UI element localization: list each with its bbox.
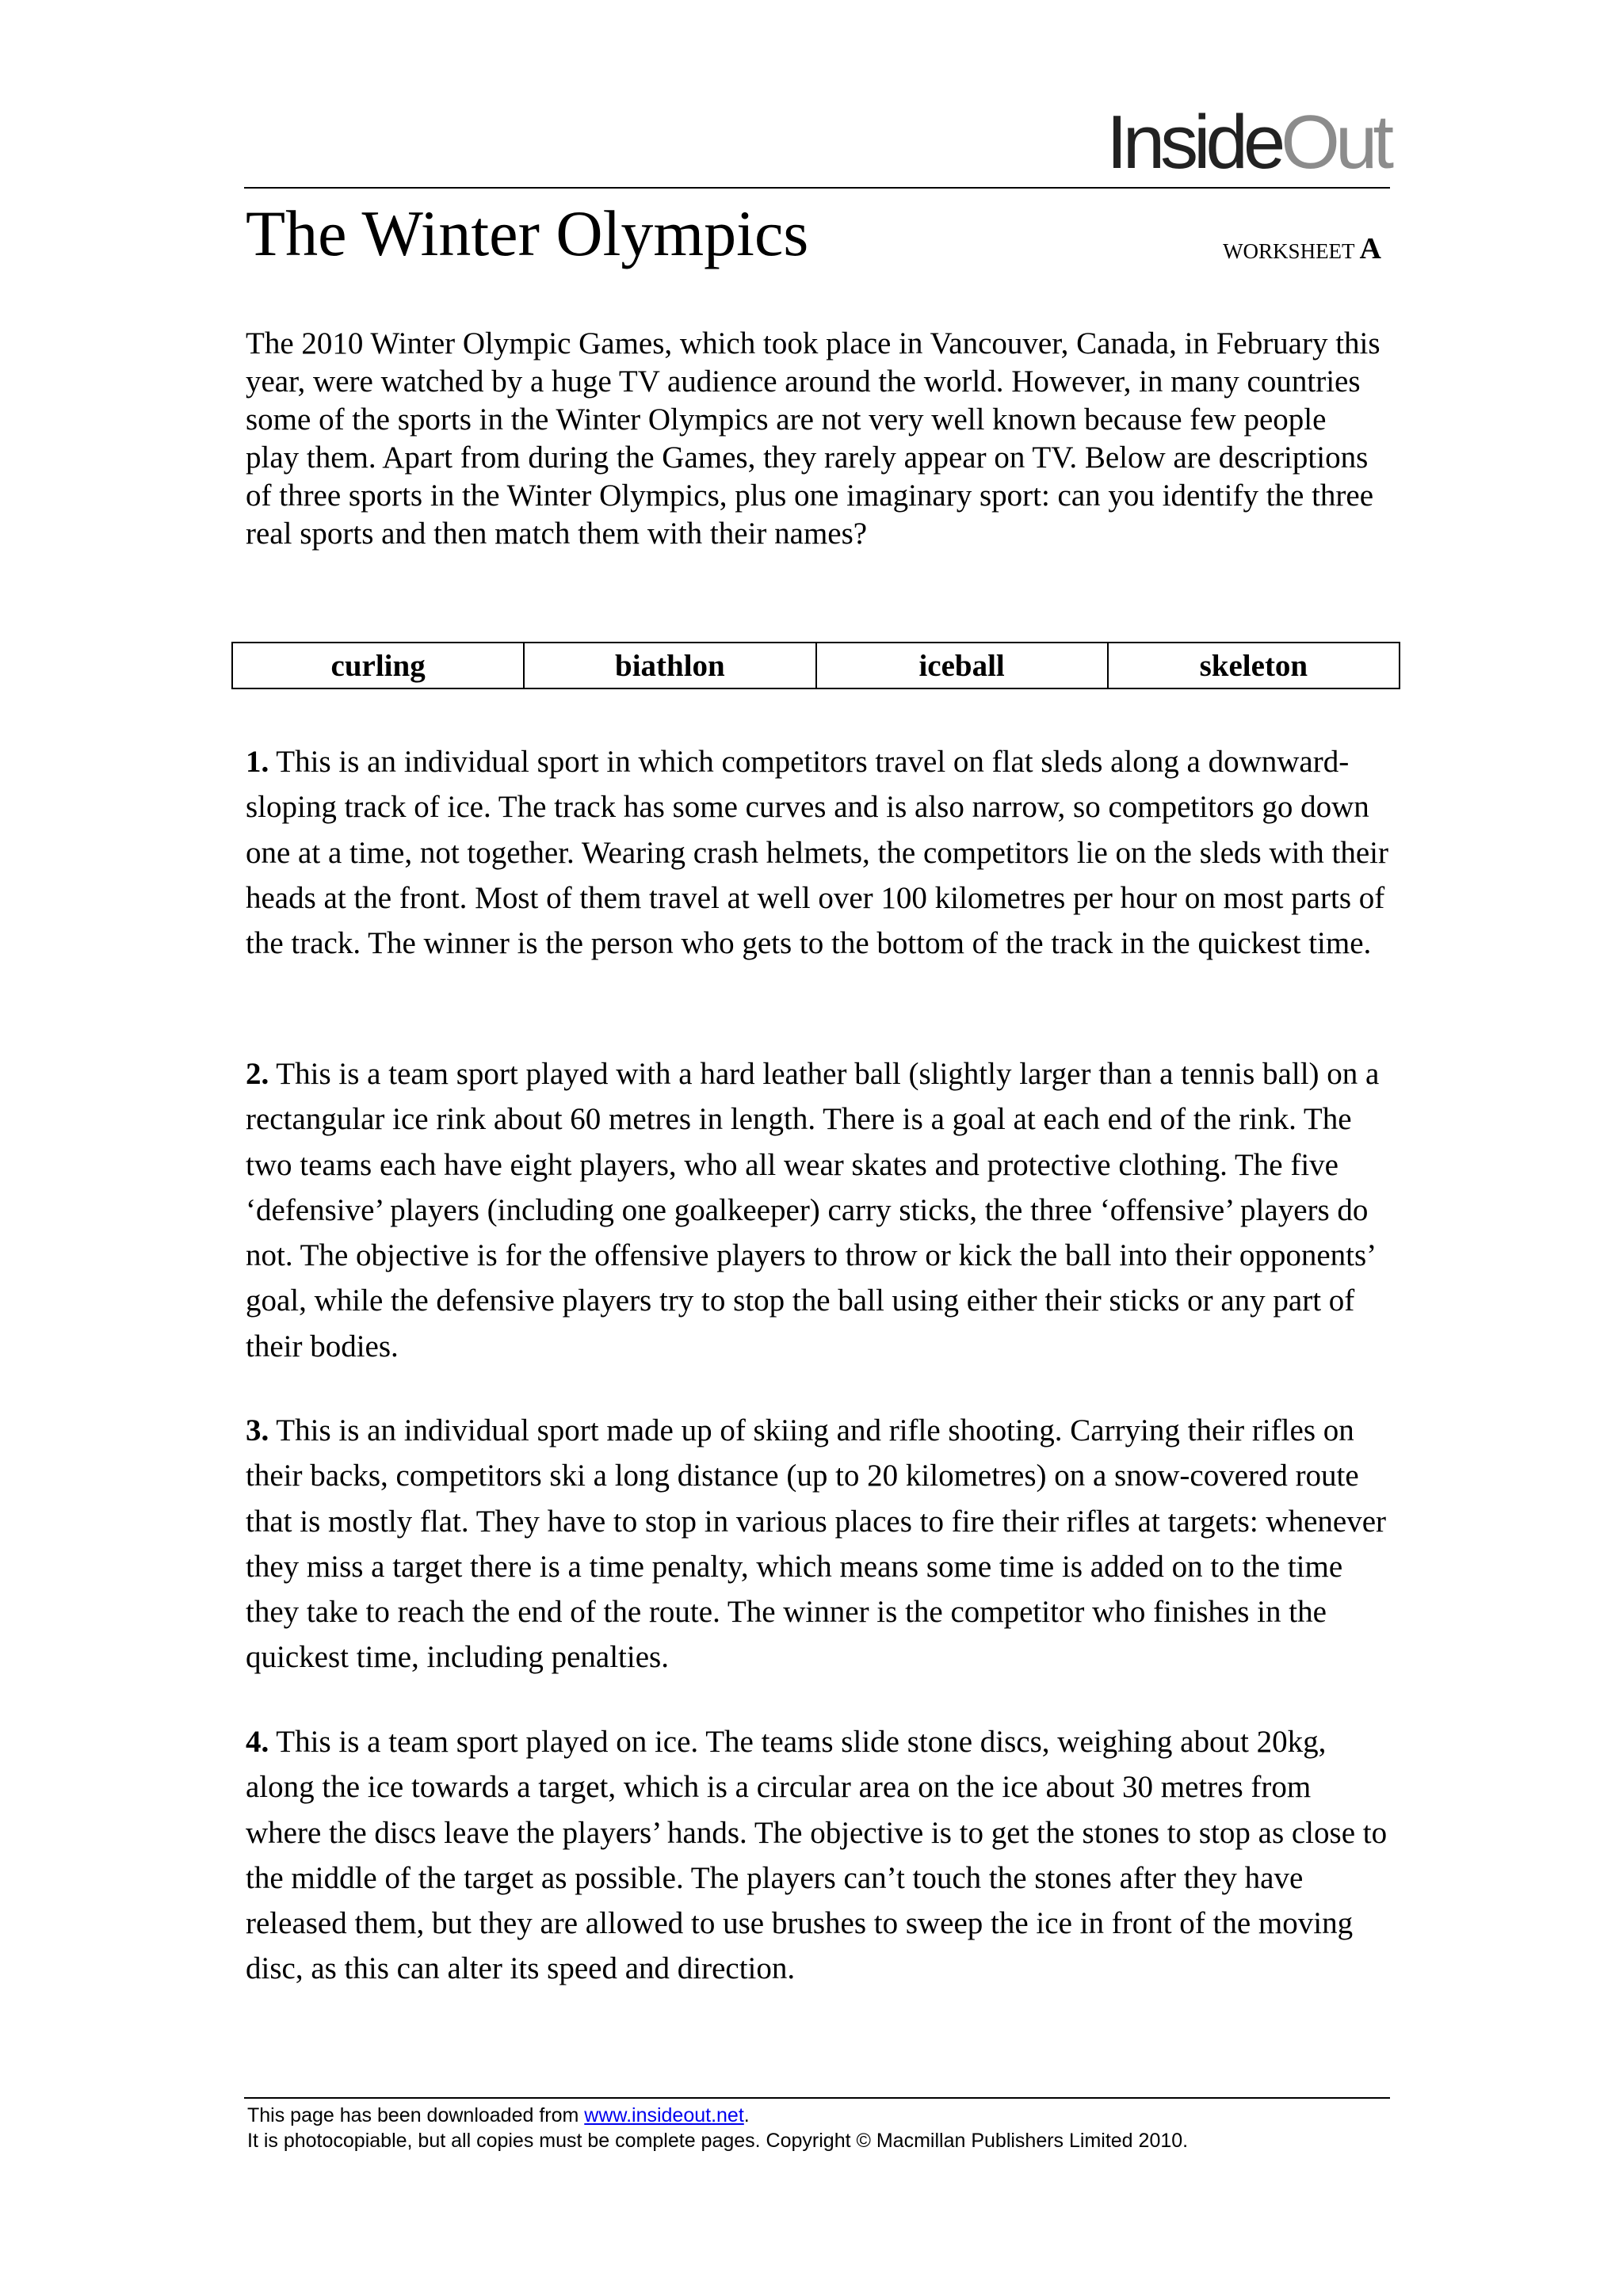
question-number: 4. (246, 1725, 269, 1759)
worksheet-letter: A (1359, 232, 1381, 265)
word-cell-curling: curling (232, 643, 524, 688)
question-number: 3. (246, 1413, 269, 1447)
footer-copyright: It is photocopiable, but all copies must be complete pages. Copyright © Macmillan Publishers Limited 2010. (247, 2130, 1189, 2152)
worksheet-word: WORKSHEET (1223, 239, 1355, 263)
insideout-link[interactable]: www.insideout.net (584, 2104, 744, 2126)
footer-rule (244, 2097, 1390, 2099)
sport-names-table (231, 642, 1400, 689)
question-number: 2. (246, 1057, 269, 1091)
worksheet-label (1223, 234, 1381, 264)
question-text: This is an individual sport made up of skiing and rifle shooting. Carrying their rifles on their backs, competitors ski a long distance (up to 20 kilometres) on a snow-covered route that is mostly flat. They have to stop in various places to fire their rifles at targets: whenever they miss a target there is a time penalty, which means some time is added on to the time they take to reach the end of the route. The winner is the competitor who finishes in the quickest time, including penalties. (246, 1413, 1387, 1675)
header-rule (244, 187, 1390, 189)
word-cell-skeleton: skeleton (1108, 643, 1400, 688)
word-cell-biathlon: biathlon (524, 643, 815, 688)
intro-paragraph: The 2010 Winter Olympic Games, which took place in Vancouver, Canada, in February this year, were watched by a huge TV audience around the world. However, in many countries some of the sports in the Winter Olympics are not very well known because few people play them. Apart from during the Games, they rarely appear on TV. Below are descriptions of three sports in the Winter Olympics, plus one imaginary sport: can you identify the three real sports and then match them with their names? (246, 326, 1381, 551)
question-4 (246, 1719, 1391, 1992)
page-footer (247, 2103, 1188, 2153)
table-row (232, 643, 1400, 688)
question-3 (246, 1408, 1391, 1680)
question-number: 1. (246, 745, 269, 779)
question-text: This is a team sport played on ice. The teams slide stone discs, weighing about 20kg, along the ice towards a target, which is a circular area on the ice about 30 metres from where the discs leave the players’ hands. The objective is to get the stones to stop as close to the middle of the target as possible. The players can’t touch the stones after they have released them, but they are allowed to use brushes to sweep the ice in front of the moving disc, as this can alter its speed and direction. (246, 1725, 1388, 1986)
footer-prefix: This page has been downloaded from (247, 2104, 585, 2126)
footer-suffix: . (743, 2104, 750, 2126)
question-text: This is an individual sport in which competitors travel on flat sleds along a downward-sloping track of ice. The track has some curves and is also narrow, so competitors go down one at a time, not together. Wearing crash helmets, the competitors lie on the sleds with their heads at the front. Most of them travel at well over 100 kilometres per hour on most parts of the track. The winner is the person who gets to the bottom of the track in the quickest time. (246, 745, 1389, 961)
footer-line-1 (247, 2103, 1188, 2128)
logo-out: Out (1281, 100, 1389, 185)
inside-out-logo (1106, 100, 1389, 185)
logo-inside: Inside (1106, 100, 1281, 185)
word-cell-iceball: iceball (816, 643, 1108, 688)
question-2 (246, 1051, 1391, 1369)
question-1 (246, 739, 1391, 966)
page-title: The Winter Olympics (246, 197, 809, 269)
question-text: This is a team sport played with a hard leather ball (slightly larger than a tennis ball) on a rectangular ice rink about 60 metres in length. There is a goal at each end of the rink. The two teams each have eight players, who all wear skates and protective clothing. The five ‘defensive’ players (including one goalkeeper) carry sticks, the three ‘offensive’ players do not. The objective is for the offensive players to throw or kick the ball into their opponents’ goal, while the defensive players try to stop the ball using either their sticks or any part of their bodies. (246, 1057, 1380, 1363)
